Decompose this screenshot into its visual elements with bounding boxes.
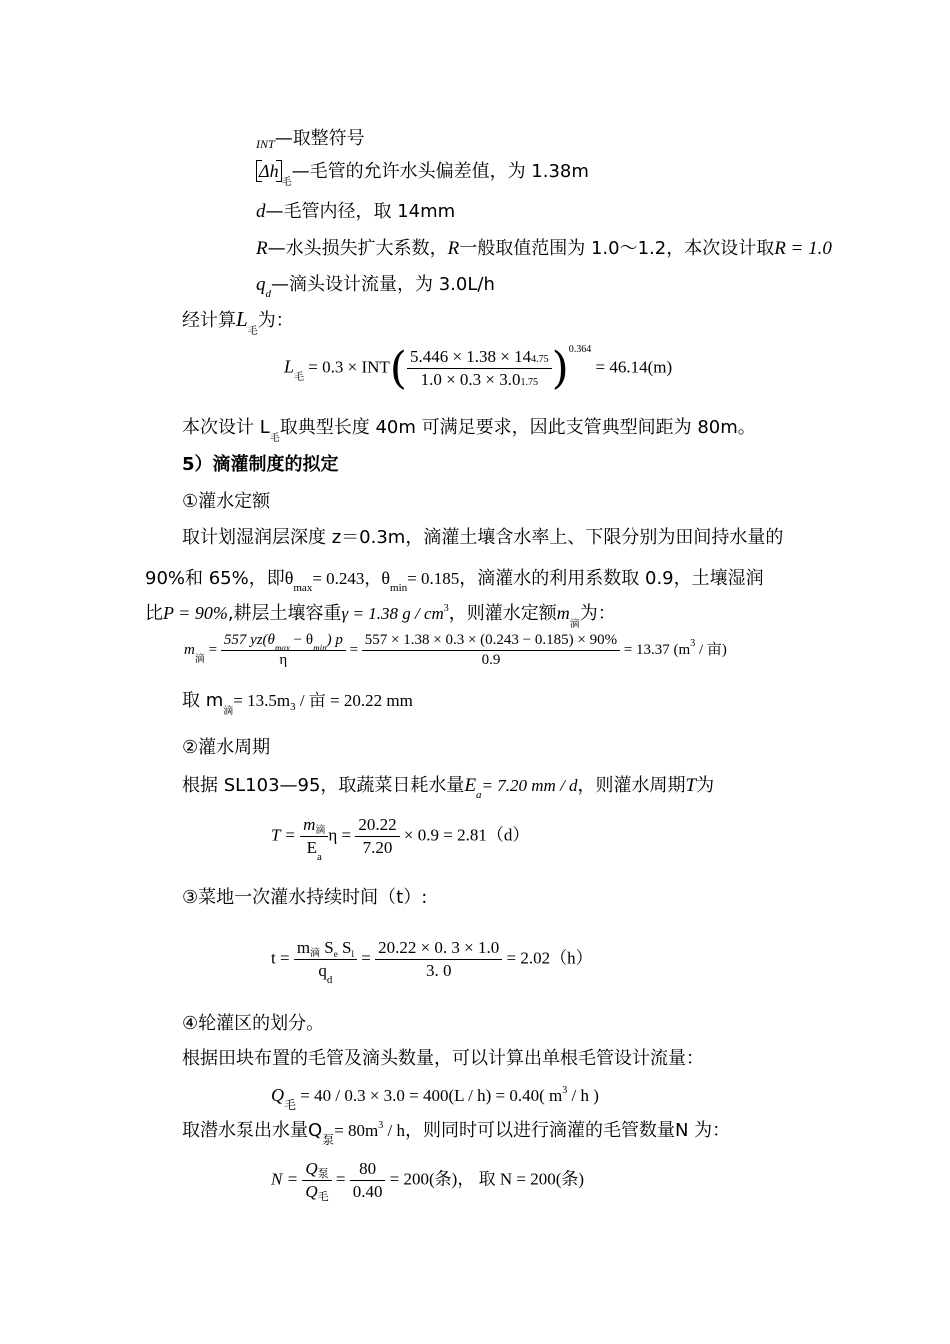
- take-m-eq-rest: / 亩 = 20.22 mm: [295, 691, 413, 710]
- calc-l-symbol: L: [236, 307, 248, 331]
- eq-n-lhs: N =: [271, 1169, 299, 1189]
- qd-symbol: q: [256, 274, 266, 295]
- design-sub: 毛: [269, 433, 280, 444]
- eq-q-lhs-sub: 毛: [284, 1098, 297, 1112]
- calc-l-post: 为：: [257, 310, 294, 331]
- para-5-line-1: 取计划湿润层深度 z＝0.3m，滴灌土壤含水率上、下限分别为田间持水量的: [182, 527, 784, 548]
- p3-mid2: ，则灌水定额: [448, 603, 557, 624]
- qd-sub: d: [265, 288, 271, 300]
- eq-l-lhs: L: [284, 356, 295, 377]
- eq-dur-frac1: [294, 938, 357, 986]
- def-int: [256, 126, 365, 153]
- eq-t-d1: E: [306, 838, 318, 857]
- p3-post: 为：: [579, 603, 616, 624]
- dh-bracket: [256, 160, 282, 182]
- eq-t-lhs: T =: [271, 825, 296, 845]
- calc-l-line: [182, 306, 294, 337]
- def-r: [256, 236, 832, 262]
- pump-line: [182, 1118, 730, 1147]
- equation-m: $m_滴$ = $\frac{557 yz(\theta_{max} - \theta_{min}) p}{\eta}$ = $\frac{557 \times 1.38 \times 0.3 \times (0.243 - 0.185) \times 90\%}{0.9}$ = 13.37 ($m^3$ / 亩): [184, 632, 727, 668]
- m-symbol: m: [556, 603, 570, 623]
- eq-q-lhs: Q: [271, 1085, 284, 1105]
- eq-t-n1-sub: 滴: [315, 825, 326, 836]
- dh-desc: —毛管的允许水头偏差值，为 1.38m: [291, 161, 589, 182]
- eq-m-n1-min: min: [313, 643, 327, 653]
- eq-m-rhs: = 13.37 (m: [623, 641, 691, 658]
- period-line: [182, 773, 714, 801]
- d-symbol: d: [256, 201, 266, 222]
- m-sub: 滴: [569, 619, 580, 630]
- theta-min: θ: [381, 568, 391, 588]
- eq-t-frac1: [300, 815, 328, 863]
- theta-max-val: = 0.243，: [312, 569, 382, 588]
- eq-m-rhs-exp: 3: [690, 637, 696, 649]
- period-post: ，则灌水周期: [577, 775, 686, 796]
- eq-dur-rhs: = 2.02（h）: [506, 948, 593, 968]
- pump-pre: 取潜水泵出水量: [182, 1120, 308, 1141]
- eq-n-rhs: = 200(条)， 取 N = 200(条): [389, 1169, 585, 1189]
- take-m-sub: 滴: [223, 706, 234, 717]
- eq-dur-n1: m: [296, 938, 311, 957]
- r-equation: R = 1.0: [774, 238, 832, 259]
- eq-l-mid: = 0.3 × INT: [308, 357, 390, 377]
- eq-q-rhs-end: / h ): [567, 1086, 599, 1105]
- p2-post: ，滴灌水的利用系数取 0.9，土壤湿润: [459, 568, 764, 589]
- int-symbol: INT: [256, 137, 275, 151]
- eq-n-n2: 80: [350, 1159, 386, 1181]
- eq-dur-n1-s: S: [320, 938, 334, 957]
- pump-val-exp: 3: [378, 1120, 384, 1131]
- eq-n-d1: Q: [305, 1182, 318, 1201]
- def-qd: [256, 272, 495, 300]
- int-desc: —取整符号: [274, 128, 365, 149]
- pump-q-sub: 泵: [322, 1133, 335, 1147]
- p-value: P = 90%: [163, 603, 228, 623]
- period-post2: 为: [696, 775, 715, 796]
- pump-val-end: / h: [383, 1121, 405, 1140]
- eq-m-lhs: m: [184, 641, 195, 658]
- eq-dur-n1-sub: 滴: [310, 948, 321, 959]
- eq-dur-n1-s2: S: [337, 938, 352, 957]
- eq-n-d2: 0.40: [352, 1182, 383, 1201]
- take-m-eq: = 13.5m: [233, 691, 291, 710]
- eq-m-frac2: [362, 632, 620, 669]
- eq-m-n1c: ) p: [326, 632, 343, 648]
- eq-l-paren-close: ): [551, 343, 569, 394]
- take-m-eq-sub: 3: [290, 701, 296, 713]
- eq-n-n1-sub: 泵: [317, 1167, 329, 1180]
- r-desc2: 一般取值范围为 1.0～1.2，本次设计取: [459, 238, 775, 259]
- heading-2: ②灌水周期: [182, 737, 271, 758]
- p2-pre: 90%和 65%，即: [145, 568, 285, 589]
- para-5-line-2: [145, 565, 764, 594]
- eq-t-d2: 7.20: [362, 838, 393, 857]
- eq-n-frac2: [350, 1159, 386, 1202]
- eq-l-rhs: = 46.14(m): [595, 357, 673, 377]
- eq-m-n2: 557 × 1.38 × 0.3 × (0.243 − 0.185) × 90%: [362, 632, 620, 651]
- eq-t-eta: η =: [328, 825, 352, 845]
- r-symbol: R: [256, 238, 268, 259]
- eq-l-den-exp: 1.75: [520, 377, 538, 388]
- d-desc: —毛管内径，取 14mm: [265, 201, 456, 222]
- eq-l-paren-open: (: [389, 343, 407, 394]
- dh-sub: 毛: [281, 177, 292, 188]
- eq-n-eq: =: [335, 1169, 346, 1189]
- eq-m-d1: η: [279, 652, 288, 668]
- theta-max: θ: [284, 568, 294, 588]
- ea-sub: a: [476, 789, 482, 801]
- design-post: 取典型长度 40m 可满足要求，因此支管典型间距为 80m。: [279, 417, 756, 438]
- eq-dur-n1-l: l: [351, 949, 354, 959]
- eq-dur-n2: 20.22 × 0. 3 × 1.0: [375, 938, 502, 960]
- para-4-line-1: 根据田块布置的毛管及滴头数量，可以计算出单根毛管设计流量：: [182, 1048, 704, 1069]
- ea-val: = 7.20 mm / d: [481, 776, 578, 795]
- eq-l-den: 1.0 × 0.3 × 3.0: [420, 370, 521, 389]
- gamma-exp: 3: [443, 603, 449, 614]
- eq-m-rhs-unit: / 亩): [695, 641, 727, 658]
- eq-dur-lhs: t =: [271, 948, 290, 968]
- equation-duration: t = $\frac{m滴 S_e S_l}{q_d}$ = $\frac{20.22 \times 0. 3 \times 1.0}{3. 0}$ = 2.02（h）: [271, 938, 593, 986]
- eq-l-fraction: [407, 347, 552, 390]
- eq-m-n1-max: max: [274, 643, 290, 653]
- eq-t-n1: m: [303, 815, 316, 834]
- theta-max-sub: max: [293, 582, 313, 594]
- section-5-heading: 5）滴灌制度的拟定: [182, 454, 339, 475]
- eq-n-frac1: [302, 1159, 331, 1202]
- eq-l-num-exp: 4.75: [531, 354, 549, 365]
- para-design: [182, 415, 756, 444]
- eq-t-rhs: × 0.9 = 2.81（d）: [403, 825, 530, 845]
- t-symbol: T: [685, 775, 697, 796]
- pump-val: = 80m: [334, 1121, 379, 1140]
- eq-l-lhs-sub: 毛: [294, 372, 305, 384]
- eq-n-n1: Q: [305, 1159, 318, 1178]
- def-d: [256, 199, 455, 225]
- equation-q: [271, 1085, 599, 1112]
- take-m-pre: 取 m: [182, 690, 224, 711]
- calc-l-sub: 毛: [247, 326, 258, 337]
- theta-min-sub: min: [390, 582, 408, 594]
- eq-dur-d1-sub: d: [326, 974, 333, 986]
- eq-n-d1-sub: 毛: [317, 1190, 329, 1203]
- eq-t-n2: 20.22: [355, 815, 399, 837]
- period-pre: 根据 SL103—95，取蔬菜日耗水量: [182, 775, 465, 796]
- design-pre: 本次设计 L: [182, 417, 270, 438]
- eq-q-rhs: = 40 / 0.3 × 3.0 = 400(L / h) = 0.40( m: [300, 1086, 563, 1105]
- r-symbol-2: R: [447, 238, 460, 259]
- equation-t-period: [271, 815, 530, 863]
- eq-l-num: 5.446 × 1.38 × 14: [409, 347, 532, 366]
- heading-3: ③菜地一次灌水持续时间（t）:: [182, 887, 428, 908]
- eq-m-d2: 0.9: [481, 652, 501, 668]
- eq-l-outer-exp: 0.364: [568, 344, 592, 356]
- calc-l-pre: 经计算: [182, 310, 236, 331]
- equation-l: [284, 343, 672, 394]
- dh-symbol: Δh: [259, 161, 279, 181]
- ea-symbol: E: [464, 775, 477, 796]
- r-desc1: —水头损失扩大系数，: [267, 238, 448, 259]
- eq-t-frac2: [355, 815, 399, 858]
- eq-m-n1: 557 yz(θ: [223, 632, 275, 648]
- pump-q: Q: [308, 1120, 323, 1141]
- eq-t-d1-sub: a: [317, 851, 322, 863]
- gamma-value: γ = 1.38 g / cm: [341, 604, 444, 623]
- eq-m-n1b: − θ: [289, 632, 314, 648]
- para-5-line-3: [145, 600, 616, 630]
- heading-4: ④轮灌区的划分。: [182, 1013, 325, 1034]
- pump-post: ，则同时可以进行滴灌的毛管数量N 为：: [404, 1120, 731, 1141]
- qd-desc: —滴头设计流量，为 3.0L/h: [271, 274, 495, 295]
- theta-min-val: = 0.185: [407, 569, 460, 588]
- p3-mid: ,耕层土壤容重: [227, 603, 342, 624]
- eq-q-rhs-exp: 3: [562, 1085, 568, 1096]
- eq-m-lhs-sub: 滴: [194, 653, 205, 665]
- eq-m-frac1: [221, 632, 346, 669]
- eq-dur-d1: q: [318, 961, 327, 980]
- p3-pre: 比: [145, 603, 163, 624]
- def-dh: [256, 159, 589, 188]
- eq-dur-n1-e: e: [333, 949, 338, 959]
- take-m-line: [182, 688, 413, 717]
- eq-dur-d2: 3. 0: [425, 961, 452, 980]
- heading-1: ①灌水定额: [182, 491, 271, 512]
- eq-dur-frac2: [375, 938, 502, 981]
- equation-n: [271, 1159, 584, 1202]
